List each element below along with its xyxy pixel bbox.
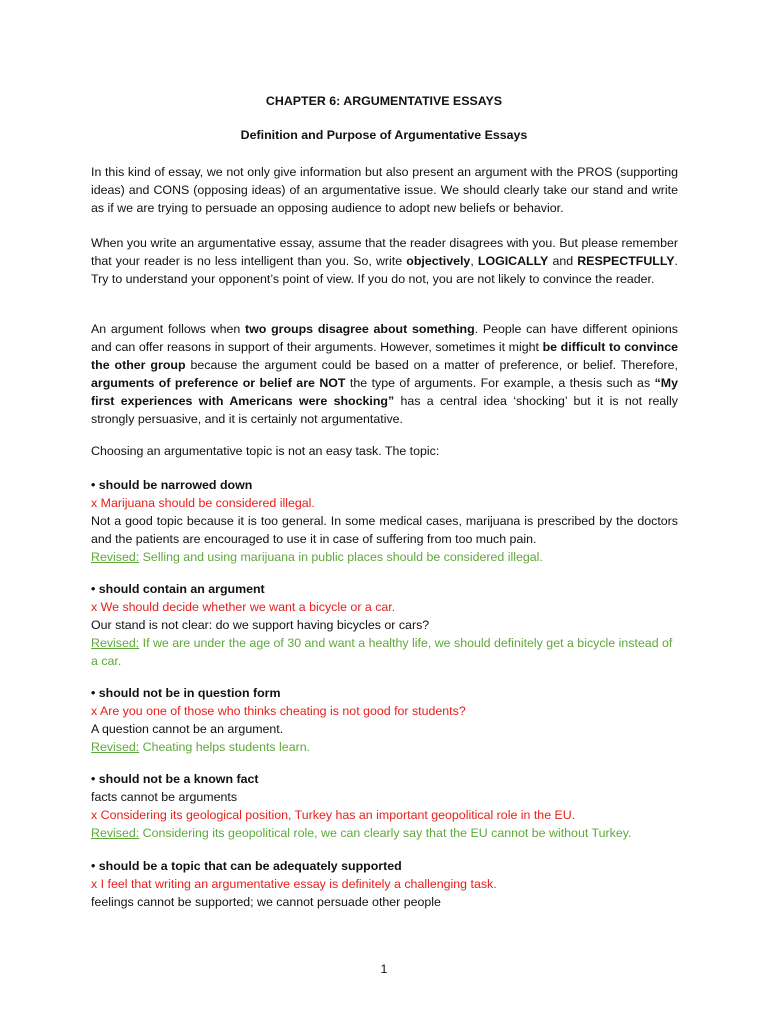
emphasis-logically: LOGICALLY — [477, 254, 549, 268]
revised-label: Revised: — [91, 740, 140, 754]
paragraph-argument-text-c: . People can have different opinions and can offer reasons in support of their arguments. However, sometimes it might — [91, 322, 678, 354]
criterion-narrowed — [91, 476, 678, 566]
revised-example — [91, 634, 678, 670]
emphasis-objectively: objectively — [406, 254, 471, 268]
paragraph-reader-text-c: , — [470, 254, 478, 268]
revised-text: Considering its geopolitical role, we can clearly say that the EU cannot be without Turkey. — [139, 826, 632, 840]
emphasis-two-groups: two groups disagree about something — [245, 322, 475, 336]
paragraph-intro-text: In this kind of essay, we not only give information but also present an argument with the PROS (supporting ideas) and CONS (opposing ideas) of an argumentative issue. We should clearly take our stand and write as if we are trying to persuade an opposing audience to adopt new beliefs or behavior. — [91, 165, 678, 215]
bad-example: x We should decide whether we want a bicycle or a car. — [91, 600, 396, 614]
explanation: A question cannot be an argument. — [91, 722, 284, 736]
paragraph-reader — [91, 234, 678, 288]
revised-label: Revised: — [91, 826, 140, 840]
criterion-heading: • should not be a known fact — [91, 772, 259, 786]
bad-example: x Considering its geological position, Turkey has an important geopolitical role in the EU. — [91, 808, 576, 822]
paragraph-argument-text-a: An argument follows when — [91, 322, 245, 336]
page-title: CHAPTER 6: ARGUMENTATIVE ESSAYS — [265, 94, 503, 108]
bad-example: x Marijuana should be considered illegal. — [91, 496, 315, 510]
revised-text: Cheating helps students learn. — [139, 740, 311, 754]
emphasis-example-thesis: “My first experiences with Americans were shocking” — [91, 376, 678, 408]
paragraph-intro — [91, 163, 678, 217]
criterion-fact — [91, 770, 678, 842]
paragraph-argument-text-f: has a central idea ‘shocking’ but it is not really strongly persuasive, and it is certainly not argumentative. — [91, 394, 678, 426]
bad-example: x Are you one of those who thinks cheating is not good for students? — [91, 704, 466, 718]
revised-example — [91, 548, 678, 566]
explanation: facts cannot be arguments — [91, 790, 238, 804]
revised-text: If we are under the age of 30 and want a healthy life, we should definitely get a bicycle instead of a car. — [91, 636, 673, 668]
paragraph-reader-text-e: . Try to understand your opponent’s point of view. If you do not, you are not likely to convince the reader. — [91, 254, 678, 286]
topic-intro: Choosing an argumentative topic is not an easy task. The topic: — [91, 444, 440, 458]
paragraph-reader-text-a: When you write an argumentative essay, assume that the reader disagrees with you. But please remember that your reader is no less intelligent than you. So, write — [91, 236, 678, 268]
paragraph-argument-text-d: because the argument could be based on a matter of preference, or belief. Therefore, — [185, 358, 678, 372]
emphasis-respectfully: RESPECTFULLY — [577, 254, 675, 268]
paragraph-argument — [91, 320, 678, 428]
criterion-question — [91, 684, 678, 756]
criterion-argument — [91, 580, 678, 670]
revised-example — [91, 738, 678, 756]
page-number: 1 — [380, 962, 388, 976]
revised-label: Revised: — [91, 550, 140, 564]
explanation: feelings cannot be supported; we cannot persuade other people — [91, 895, 441, 909]
section-subtitle: Definition and Purpose of Argumentative Essays — [240, 128, 528, 142]
paragraph-reader-text-d: and — [548, 254, 578, 268]
emphasis-difficult: be difficult to convince the other group — [91, 340, 678, 372]
explanation: Not a good topic because it is too general. In some medical cases, marijuana is prescribed by the doctors and the patients are encouraged to use it in case of suffering from too much pain. — [91, 514, 678, 546]
criterion-heading: • should contain an argument — [91, 582, 265, 596]
criterion-heading: • should not be in question form — [91, 686, 281, 700]
revised-example — [91, 824, 678, 842]
explanation: Our stand is not clear: do we support having bicycles or cars? — [91, 618, 430, 632]
criterion-heading: • should be a topic that can be adequately supported — [91, 859, 402, 873]
criterion-heading: • should be narrowed down — [91, 478, 253, 492]
revised-label: Revised: — [91, 636, 140, 650]
emphasis-not: arguments of preference or belief are NOT — [91, 376, 346, 390]
criterion-supported — [91, 857, 678, 911]
revised-text: Selling and using marijuana in public places should be considered illegal. — [139, 550, 543, 564]
bad-example: x I feel that writing an argumentative essay is definitely a challenging task. — [91, 877, 497, 891]
paragraph-argument-text-e: the type of arguments. For example, a thesis such as — [345, 376, 655, 390]
